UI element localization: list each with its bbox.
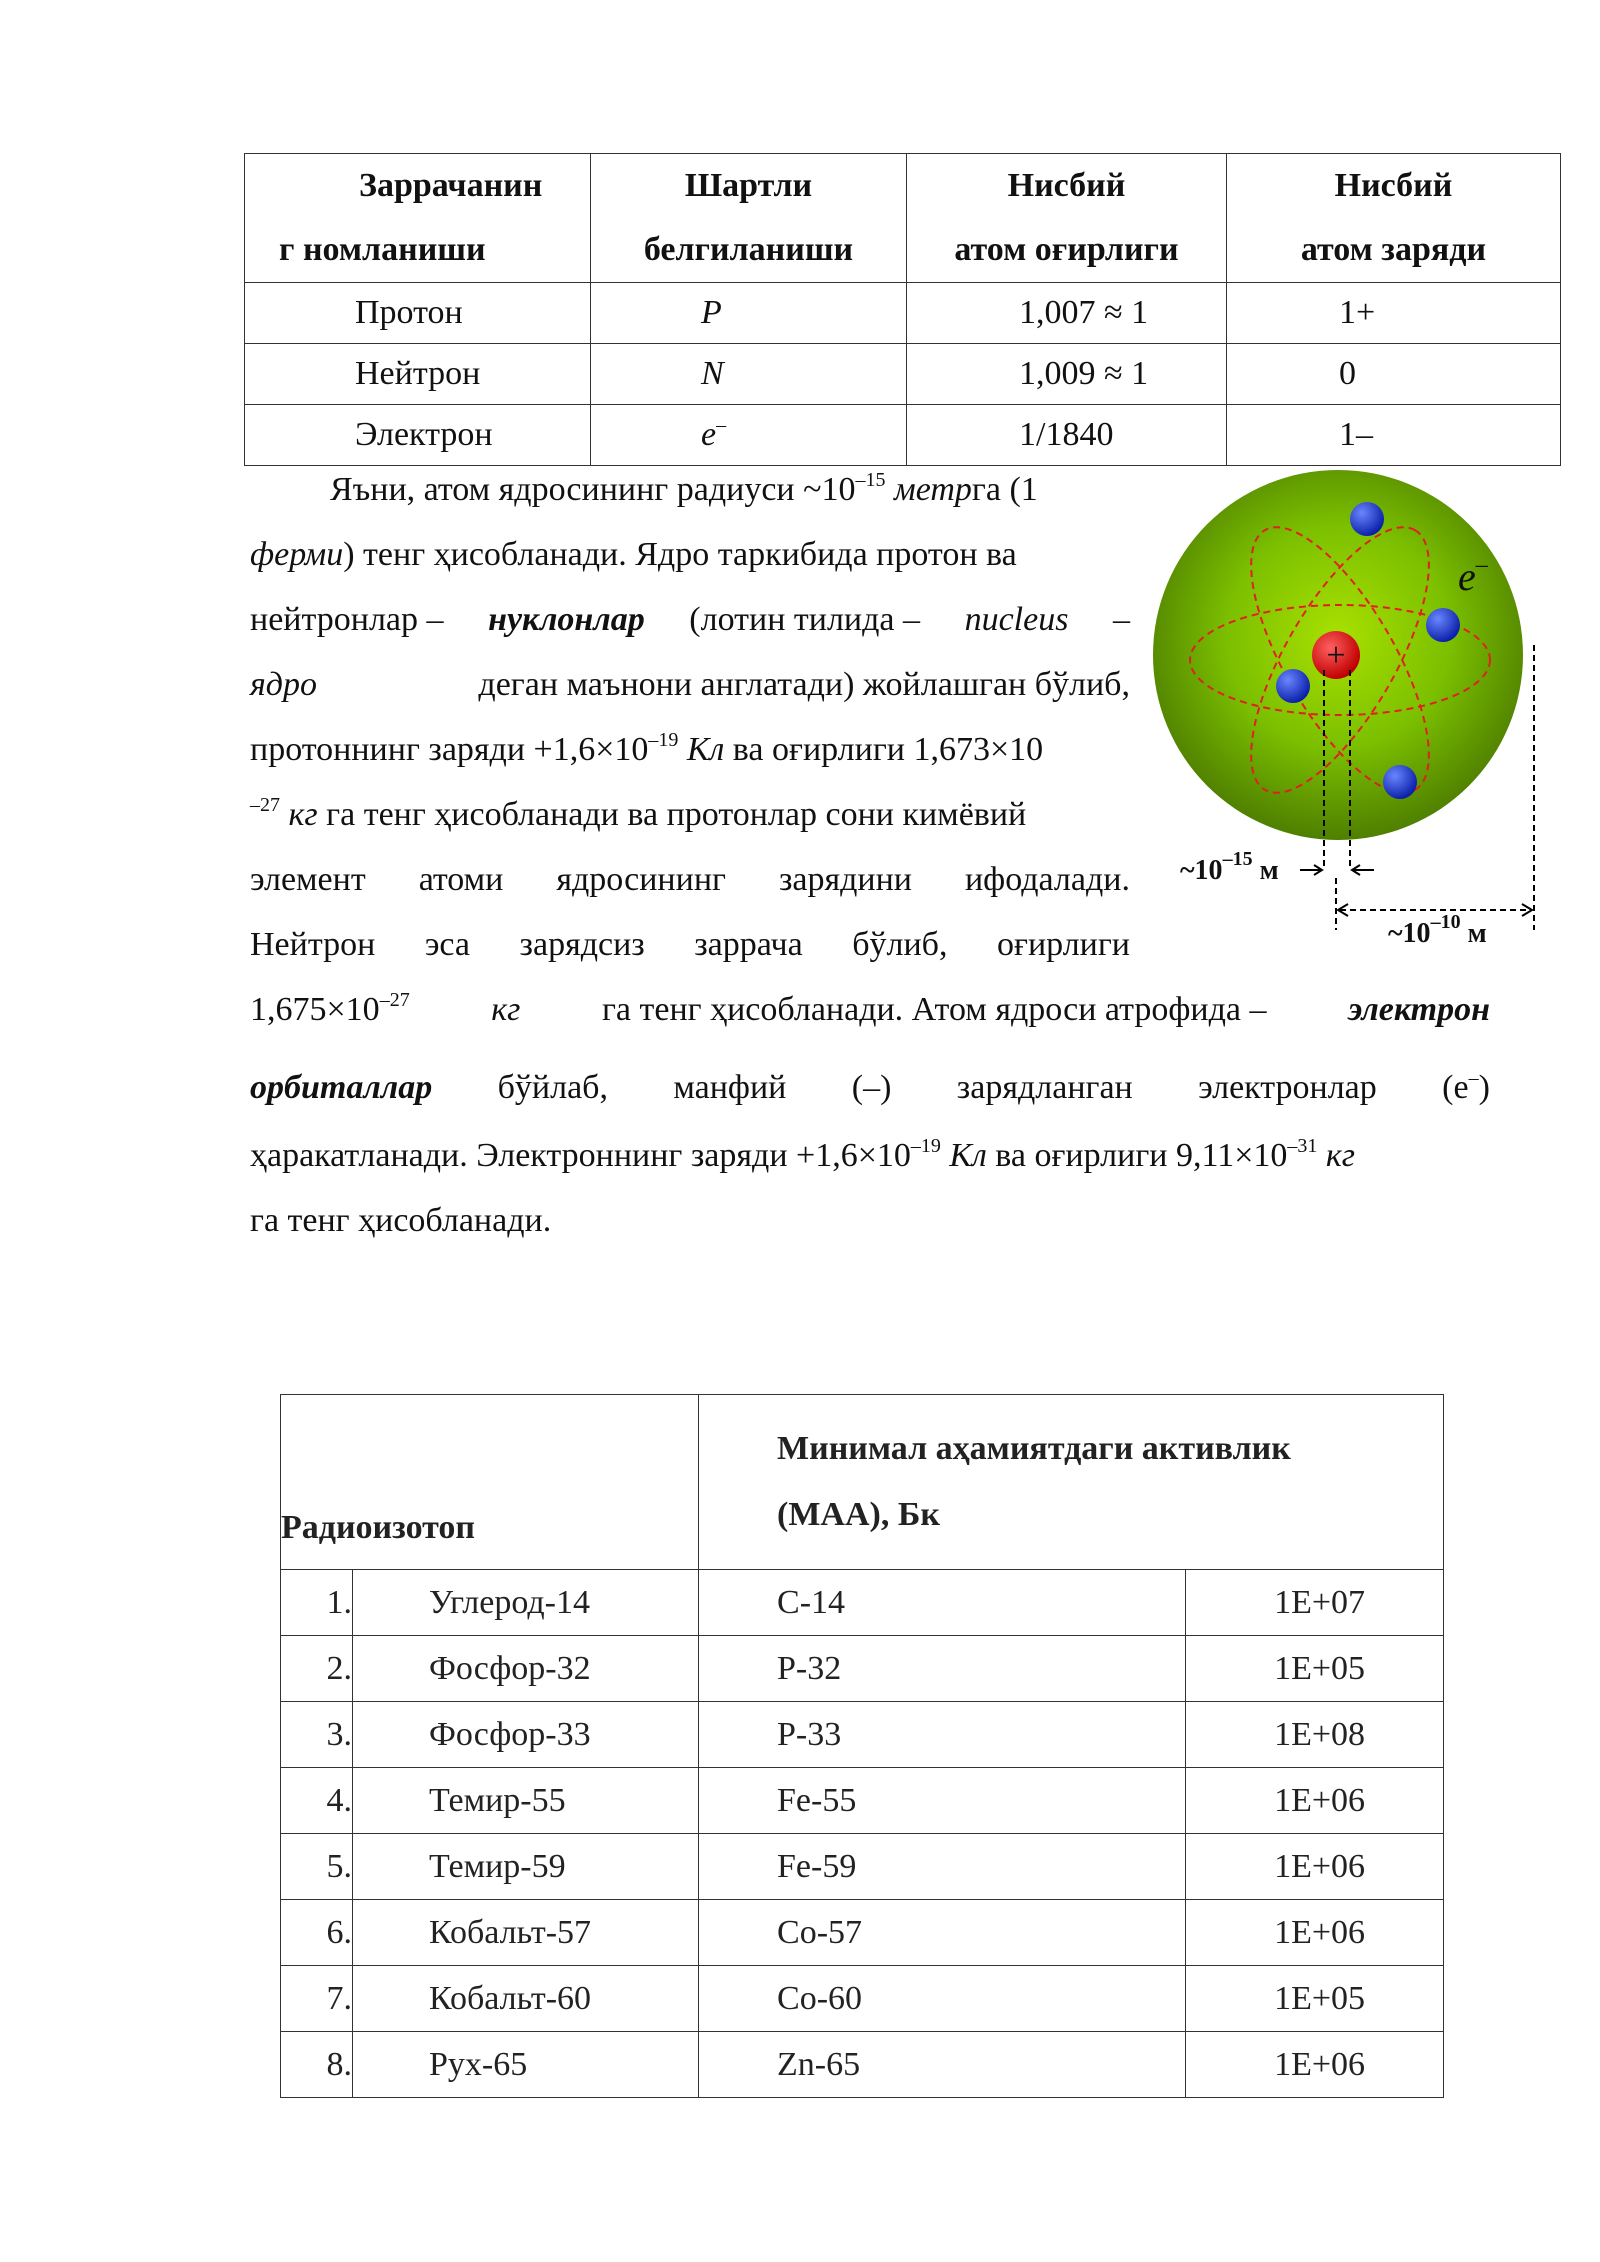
table-row (281, 1636, 1444, 1702)
header-relative-charge: Нисбий атом заряди (1227, 154, 1561, 283)
header-particle-name: Заррачанин г номланиши (245, 154, 591, 283)
paragraph-line: протоннинг заряди $+1,6\times 10^{-19}$ Кл ва оғирлиги 1,673×10 (250, 729, 1044, 768)
row-number: 8. (281, 2032, 353, 2098)
isotope-activity: 1E+06 (1186, 1768, 1444, 1834)
paragraph-line: элемент атоми ядросининг зарядини ифодалади. (250, 861, 1130, 898)
particle-mass: 1/1840 (907, 405, 1227, 466)
paragraph-line: орбиталлар бўйлаб, манфий (–) зарядланган электронлар (e–) (250, 1067, 1490, 1106)
isotope-symbol: Fe-59 (699, 1834, 1186, 1900)
isotope-name: Кобальт-57 (353, 1900, 699, 1966)
isotope-symbol: P-32 (699, 1636, 1186, 1702)
table-row (281, 1768, 1444, 1834)
particles-table-header (245, 154, 1561, 283)
particle-mass: 1,009 ≈ 1 (907, 344, 1227, 405)
particle-name: Протон (245, 283, 591, 344)
isotope-name: Фосфор-32 (353, 1636, 699, 1702)
header-symbol: Шартли белгиланиши (591, 154, 907, 283)
particles-table (244, 153, 1561, 466)
row-number: 3. (281, 1702, 353, 1768)
isotope-activity: 1E+06 (1186, 1900, 1444, 1966)
table-row (281, 1834, 1444, 1900)
atom-diagram (1150, 470, 1550, 949)
particle-charge: 0 (1227, 344, 1561, 405)
nucleus-size-label: $\sim 10^{-15}$ м (1180, 848, 1279, 886)
header-min-activity: Минимал аҳамиятдаги активлик (МАА), Бк (699, 1395, 1444, 1570)
paragraph-line: ядро деган маънони англатади) жойлашган бўлиб, (250, 666, 1130, 703)
isotope-symbol: Co-57 (699, 1900, 1186, 1966)
particle-charge: 1– (1227, 405, 1561, 466)
row-number: 6. (281, 1900, 353, 1966)
isotope-symbol: P-33 (699, 1702, 1186, 1768)
radioisotope-table-header (281, 1395, 1444, 1570)
paragraph-line: ферми) тенг ҳисобланади. Ядро таркибида протон ва (250, 536, 1017, 573)
paragraph-line: $1,675\times 10^{-27}$ кг га тенг ҳисобланади. Атом ядроси атрофида – электрон (250, 989, 1490, 1028)
isotope-name: Темир-55 (353, 1768, 699, 1834)
isotope-name: Фосфор-33 (353, 1702, 699, 1768)
paragraph-line: га тенг ҳисобланади. (250, 1202, 552, 1239)
row-number: 4. (281, 1768, 353, 1834)
electron (1383, 765, 1417, 799)
isotope-name: Углерод-14 (353, 1570, 699, 1636)
electron (1426, 608, 1460, 642)
paragraph-line: $^{-27}$ кг га тенг ҳисобланади ва протонлар сони кимёвий (250, 794, 1027, 833)
radioisotope-table (280, 1394, 1444, 2098)
electron (1350, 502, 1384, 536)
particle-symbol: N (591, 344, 907, 405)
nucleus-sign: + (1326, 637, 1346, 674)
particle-name: Электрон (245, 405, 591, 466)
isotope-name: Кобальт-60 (353, 1966, 699, 2032)
isotope-activity: 1E+07 (1186, 1570, 1444, 1636)
table-row (245, 405, 1561, 466)
row-number: 5. (281, 1834, 353, 1900)
dimension-arrows (1300, 865, 1532, 916)
header-relative-mass: Нисбий атом оғирлиги (907, 154, 1227, 283)
electron-symbol: e– (1458, 552, 1488, 599)
particle-mass: 1,007 ≈ 1 (907, 283, 1227, 344)
row-number: 1. (281, 1570, 353, 1636)
particle-name: Нейтрон (245, 344, 591, 405)
header-radioisotope: Радиоизотоп (281, 1395, 699, 1570)
isotope-symbol: Zn-65 (699, 2032, 1186, 2098)
table-row (245, 344, 1561, 405)
isotope-activity: 1E+06 (1186, 1834, 1444, 1900)
isotope-symbol: Fe-55 (699, 1768, 1186, 1834)
isotope-activity: 1E+08 (1186, 1702, 1444, 1768)
paragraph-line: ҳаракатланади. Электроннинг заряди $+1,6\times 10^{-19}$ Кл ва оғирлиги $9,11\times 10^{-31}$ кг (250, 1135, 1356, 1174)
electron (1276, 669, 1310, 703)
isotope-symbol: Co-60 (699, 1966, 1186, 2032)
table-row (281, 1702, 1444, 1768)
isotope-activity: 1E+05 (1186, 1966, 1444, 2032)
row-number: 7. (281, 1966, 353, 2032)
isotope-activity: 1E+05 (1186, 1636, 1444, 1702)
isotope-activity: 1E+06 (1186, 2032, 1444, 2098)
paragraph-line: нейтронлар – нуклонлар (лотин тилида – nucleus – (250, 601, 1130, 638)
isotope-name: Рух-65 (353, 2032, 699, 2098)
isotope-name: Темир-59 (353, 1834, 699, 1900)
particle-symbol: P (591, 283, 907, 344)
particle-symbol: e– (591, 405, 907, 466)
row-number: 2. (281, 1636, 353, 1702)
table-row (245, 283, 1561, 344)
paragraph-line: Нейтрон эса зарядсиз заррача бўлиб, оғирлиги (250, 926, 1130, 963)
paragraph-line: Яъни, атом ядросининг радиуси $\sim 10^{-15}$ метрга (1 (330, 469, 1038, 508)
table-row (281, 1570, 1444, 1636)
table-row (281, 1900, 1444, 1966)
table-row (281, 1966, 1444, 2032)
particle-charge: 1+ (1227, 283, 1561, 344)
table-row (281, 2032, 1444, 2098)
isotope-symbol: C-14 (699, 1570, 1186, 1636)
atom-size-label: $\sim 10^{-10}$ м (1388, 911, 1487, 949)
